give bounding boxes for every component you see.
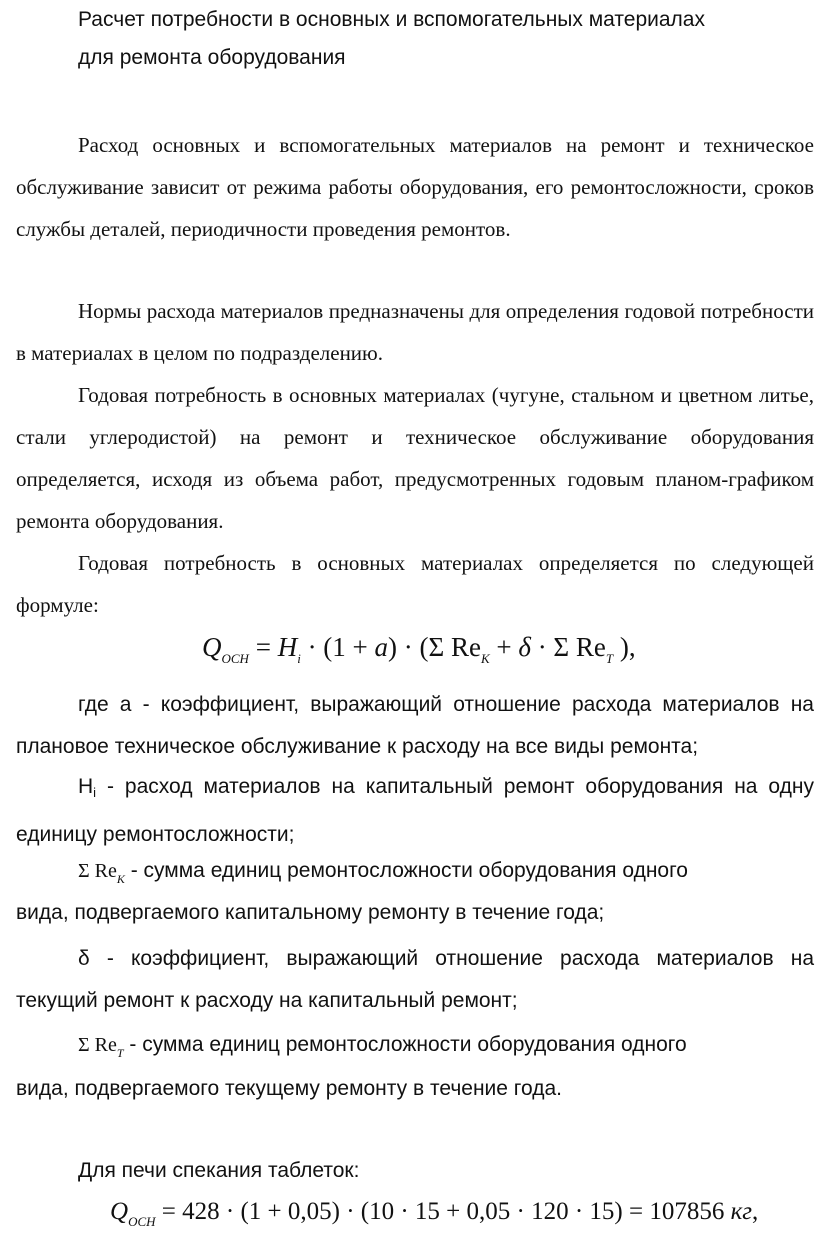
definition-h-text: - расход материалов на капитальный ремонт оборудования на одну единицу ремонтосложности; (16, 775, 814, 846)
example-label: Для печи спекания таблеток: (78, 1159, 360, 1182)
example-unit: кг (730, 1198, 753, 1225)
definition-h (16, 766, 814, 856)
formula-a: a (374, 632, 389, 662)
paragraph-3: Годовая потребность в основных материалах (чугуне, стальном и цветном литье, стали углеродистой) на ремонт и техническое обслуживание оборудования определяется, исходя из объема работ, предусмотренных годовым планом-графиком ремонта оборудования. (16, 383, 814, 533)
formula-k-sub: K (480, 651, 490, 666)
definition-re-k-tail: вида, подвергаемого капитальному ремонту в течение года; (16, 901, 605, 924)
main-formula (202, 632, 636, 667)
definition-h-sub: i (93, 785, 97, 800)
formula-h-sub: i (297, 651, 301, 666)
example-formula (110, 1198, 758, 1230)
example-q-sub: ОСН (128, 1214, 156, 1229)
formula-t-sub: T (605, 651, 614, 666)
sigma-re-t-sub: T (116, 1046, 124, 1060)
heading-line-2: для ремонта оборудования (78, 46, 346, 69)
definition-re-t-head: - сумма единиц ремонтосложности оборудования одного (123, 1033, 687, 1056)
sigma-re-t-text: Σ Re (78, 1034, 117, 1056)
paragraph-2: Нормы расхода материалов предназначены для определения годовой потребности в материалах в целом по подразделению. (16, 299, 814, 365)
paragraph-1: Расход основных и вспомогательных материалов на ремонт и техническое обслуживание зависит от режима работы оборудования, его ремонтосложности, сроков службы деталей, периодичности проведения ремонтов. (16, 133, 814, 241)
formula-end: ), (613, 632, 636, 662)
definition-delta: δ - коэффициент, выражающий отношение расхода материалов на текущий ремонт к расходу на капитальный ремонт; (16, 947, 814, 1012)
formula-h: H (277, 632, 298, 662)
example-end: , (752, 1198, 759, 1225)
example-q: Q (110, 1198, 129, 1225)
heading-line-1: Расчет потребности в основных и вспомогательных материалах (78, 8, 705, 31)
sigma-re-k-symbol (78, 860, 125, 886)
formula-delta: δ (518, 632, 531, 662)
formula-mid2: ) · (Σ Re (388, 632, 481, 662)
definition-re-k-head: - сумма единиц ремонтосложности оборудования одного (124, 859, 688, 882)
sigma-re-k-sub: K (116, 872, 125, 886)
formula-q: Q (202, 632, 222, 662)
formula-eq: = (248, 632, 278, 662)
definition-re-t (16, 1024, 814, 1074)
formula-mid: · (1 + (300, 632, 375, 662)
definition-h-symbol: Н (78, 775, 94, 798)
example-expr: = 428 · (1 + 0,05) · (10 · 15 + 0,05 · 120 · 15) = 107856 (155, 1198, 731, 1225)
sigma-re-t-symbol (78, 1034, 124, 1060)
definition-re-t-tail: вида, подвергаемого текущему ремонту в течение года. (16, 1077, 562, 1100)
formula-plus: + (489, 632, 519, 662)
formula-q-sub: ОСН (221, 651, 249, 666)
sigma-re-k-text: Σ Re (78, 860, 117, 882)
paragraph-4: Годовая потребность в основных материалах определяется по следующей формуле: (16, 551, 814, 617)
formula-mid3: · Σ Re (530, 632, 606, 662)
definition-a: где а - коэффициент, выражающий отношение расхода материалов на плановое техническое обслуживание к расходу на все виды ремонта; (16, 693, 814, 758)
